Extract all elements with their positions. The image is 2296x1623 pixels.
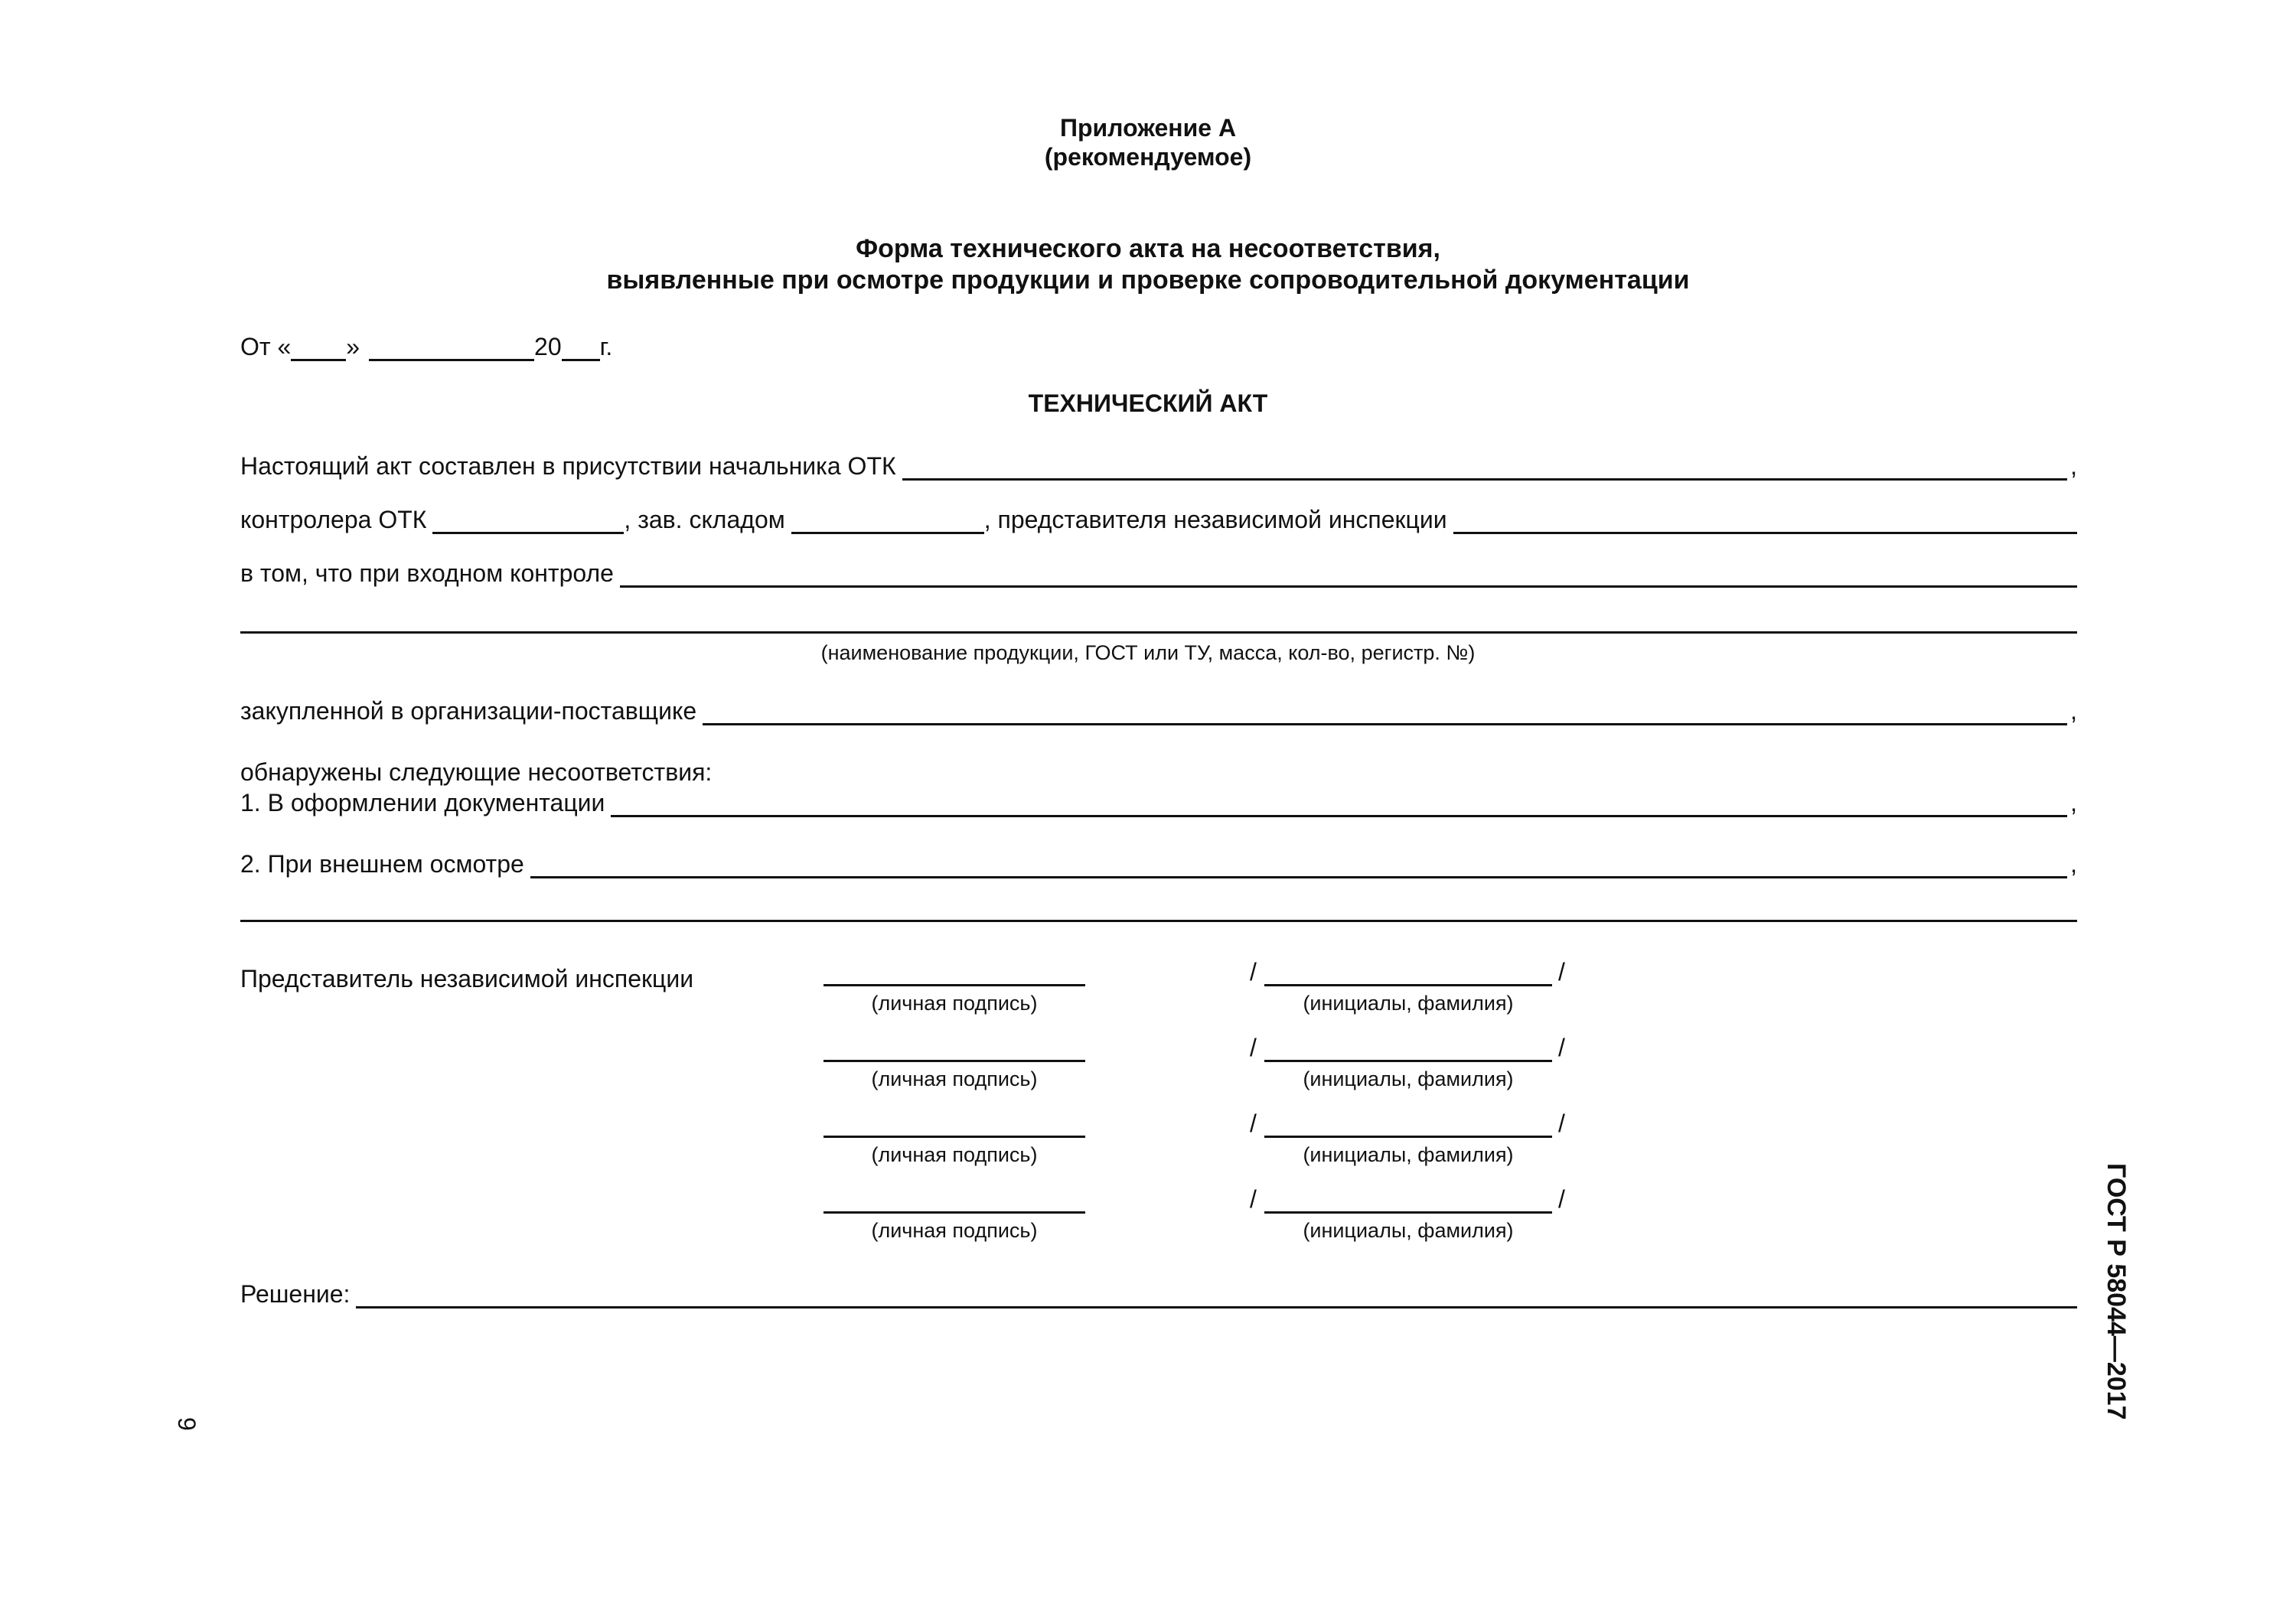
signature-hint-4: (личная подпись) [871, 1219, 1038, 1242]
day-field[interactable] [291, 331, 346, 361]
slash-left-2: / [1250, 1034, 1257, 1061]
name-field-3[interactable] [1264, 1136, 1552, 1138]
year-field[interactable] [562, 331, 600, 361]
product-field[interactable] [240, 631, 2077, 634]
supplier-row [240, 689, 2077, 725]
item2-row [240, 842, 2077, 878]
inspection-result-field[interactable] [530, 849, 2067, 878]
controller-field[interactable] [432, 504, 624, 534]
comma: , [2070, 697, 2077, 725]
presence-label: Настоящий акт составлен в присутствии начальника ОТК [240, 452, 896, 480]
year-prefix: 20 [534, 333, 562, 360]
incoming-field[interactable] [620, 558, 2077, 588]
slash-right-3: / [1558, 1110, 1565, 1137]
warehouse-field[interactable] [791, 504, 984, 534]
presence-row [240, 444, 2077, 481]
decision-label: Решение: [240, 1280, 351, 1308]
name-field-1[interactable] [1264, 984, 1552, 986]
extra-line-field[interactable] [240, 920, 2077, 922]
inspection-field[interactable] [1453, 504, 2077, 534]
decision-row [240, 1272, 2077, 1309]
decision-field[interactable] [356, 1279, 2077, 1309]
date-quote-close: » [346, 333, 360, 360]
date-prefix: От « [240, 333, 292, 360]
year-suffix: г. [599, 333, 613, 360]
form-title-line1: Форма технического акта на несоответствия, [856, 234, 1440, 263]
product-hint: (наименование продукции, ГОСТ или ТУ, масса, кол-во, регистр. №) [820, 641, 1476, 664]
representative-row [240, 957, 853, 993]
comma: , [2070, 789, 2077, 816]
slash-left-1: / [1250, 958, 1257, 986]
name-hint-3: (инициалы, фамилия) [1303, 1143, 1514, 1166]
comma: , [2070, 452, 2077, 480]
supplier-label: закупленной в организации-поставщике [240, 697, 697, 725]
representative-label: Представитель независимой инспекции [240, 965, 694, 992]
signature-hint-3: (личная подпись) [871, 1143, 1038, 1166]
item1-label: 1. В оформлении документации [240, 789, 605, 816]
controller-label: контролера ОТК [240, 506, 427, 533]
signature-hint-1: (личная подпись) [871, 992, 1038, 1015]
appendix-label: Приложение А [1059, 114, 1237, 142]
page-number: 9 [173, 1417, 201, 1431]
incoming-row [240, 551, 2077, 588]
appendix-type: (рекомендуемое) [1044, 143, 1252, 171]
participants-row [240, 497, 2077, 534]
signature-field-3[interactable] [823, 1136, 1085, 1138]
name-hint-4: (инициалы, фамилия) [1303, 1219, 1514, 1242]
month-field[interactable] [369, 331, 534, 361]
slash-left-3: / [1250, 1110, 1257, 1137]
comma: , [2070, 850, 2077, 878]
otk-chief-field[interactable] [902, 451, 2067, 481]
signature-hint-2: (личная подпись) [871, 1067, 1038, 1090]
date-row [240, 324, 700, 361]
inspection-label: , представителя независимой инспекции [983, 506, 1447, 533]
slash-left-4: / [1250, 1185, 1257, 1213]
item1-row [240, 781, 2077, 817]
standard-code: ГОСТ Р 58044—2017 [2102, 1163, 2131, 1420]
signature-field-1[interactable] [823, 984, 1085, 986]
act-title: ТЕХНИЧЕСКИЙ АКТ [1028, 389, 1268, 417]
slash-right-2: / [1558, 1034, 1565, 1061]
item2-label: 2. При внешнем осмотре [240, 850, 524, 878]
name-hint-1: (инициалы, фамилия) [1303, 992, 1514, 1015]
slash-right-4: / [1558, 1185, 1565, 1213]
documentation-field[interactable] [611, 787, 2067, 817]
signature-field-4[interactable] [823, 1211, 1085, 1214]
found-label: обнаружены следующие несоответствия: [240, 758, 713, 786]
slash-right-1: / [1558, 958, 1565, 986]
warehouse-label: , зав. складом [624, 506, 785, 533]
supplier-field[interactable] [703, 696, 2067, 725]
name-hint-2: (инициалы, фамилия) [1303, 1067, 1514, 1090]
signature-field-2[interactable] [823, 1060, 1085, 1062]
incoming-label: в том, что при входном контроле [240, 559, 614, 587]
name-field-4[interactable] [1264, 1211, 1552, 1214]
name-field-2[interactable] [1264, 1060, 1552, 1062]
form-title-line2: выявленные при осмотре продукции и проверке сопроводительной документации [606, 266, 1690, 295]
